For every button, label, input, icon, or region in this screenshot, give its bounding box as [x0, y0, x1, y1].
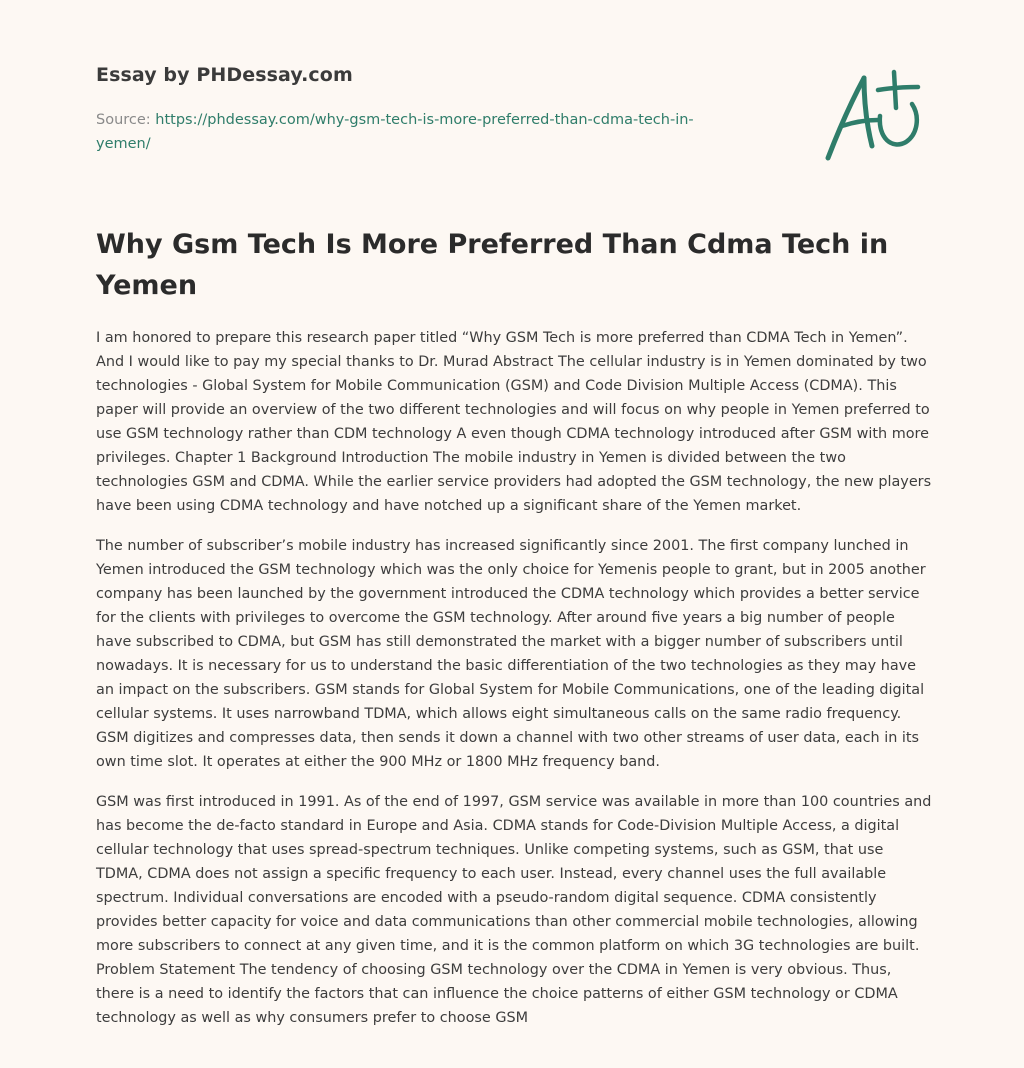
essay-title: Why Gsm Tech Is More Preferred Than Cdma Tech in Yemen [96, 229, 889, 301]
site-title: Essay by PHDessay.com [96, 64, 353, 86]
essay-paragraph: GSM was first introduced in 1991. As of the end of 1997, GSM service was available in more than 100 countries and has become the de-facto standard in Europe and Asia. CDMA stands for Code-Division Multiple Access, a digital cellular technology that uses spread-spectrum techniques. Unlike competing systems, such as GSM, that use TDMA, CDMA does not assign a specific frequency to each user. Instead, every channel uses the full available spectrum. Individual conversations are encoded with a pseudo-random digital sequence. CDMA consistently provides better capacity for voice and data communications than other commercial mobile technologies, allowing more subscribers to connect at any given time, and it is the common platform on which 3G technologies are built. Problem Statement The tendency of choosing GSM technology over the CDMA in Yemen is very obvious. Thus, there is a need to identify the factors that can influence the choice patterns of either GSM technology or CDMA technology as well as why consumers prefer to choose GSM [96, 794, 932, 1026]
page-header [96, 64, 796, 156]
source-line [96, 108, 736, 156]
essay-paragraph: I am honored to prepare this research paper titled “Why GSM Tech is more preferred than CDMA Tech in Yemen”. And I would like to pay my special thanks to Dr. Murad Abstract The cellular industry is in Yemen dominated by two technologies - Global System for Mobile Communication (GSM) and Code Division Multiple Access (CDMA). This paper will provide an overview of the two different technologies and will focus on why people in Yemen preferred to use GSM technology rather than CDM technology A even though CDMA technology introduced after GSM with more privileges. Chapter 1 Background Introduction The mobile industry in Yemen is divided between the two technologies GSM and CDMA. While the earlier service providers had adopted the GSM technology, the new players have been using CDMA technology and have notched up a significant share of the Yemen market. [96, 330, 932, 514]
essay-paragraph: The number of subscriber’s mobile industry has increased significantly since 2001. The first company lunched in Yemen introduced the GSM technology which was the only choice for Yemenis people to grant, but in 2005 another company has been launched by the government introduced the CDMA technology which provides a better service for the clients with privileges to overcome the GSM technology. After around five years a big number of people have subscribed to CDMA, but GSM has still demonstrated the market with a bigger number of subscribers until nowadays. It is necessary for us to understand the basic differentiation of the two technologies as they may have an impact on the subscribers. GSM stands for Global System for Mobile Communications, one of the leading digital cellular systems. It uses narrowband TDMA, which allows eight simultaneous calls on the same radio frequency. GSM digitizes and compresses data, then sends it down a channel with two other streams of user data, each in its own time slot. It operates at either the 900 MHz or 1800 MHz frequency band. [96, 538, 926, 770]
source-link[interactable]: https://phdessay.com/why-gsm-tech-is-more-preferred-than-cdma-tech-in-yemen/ [96, 112, 694, 152]
a-plus-logo-icon [820, 66, 930, 166]
essay-body [96, 326, 932, 1046]
source-label: Source: [96, 112, 151, 128]
